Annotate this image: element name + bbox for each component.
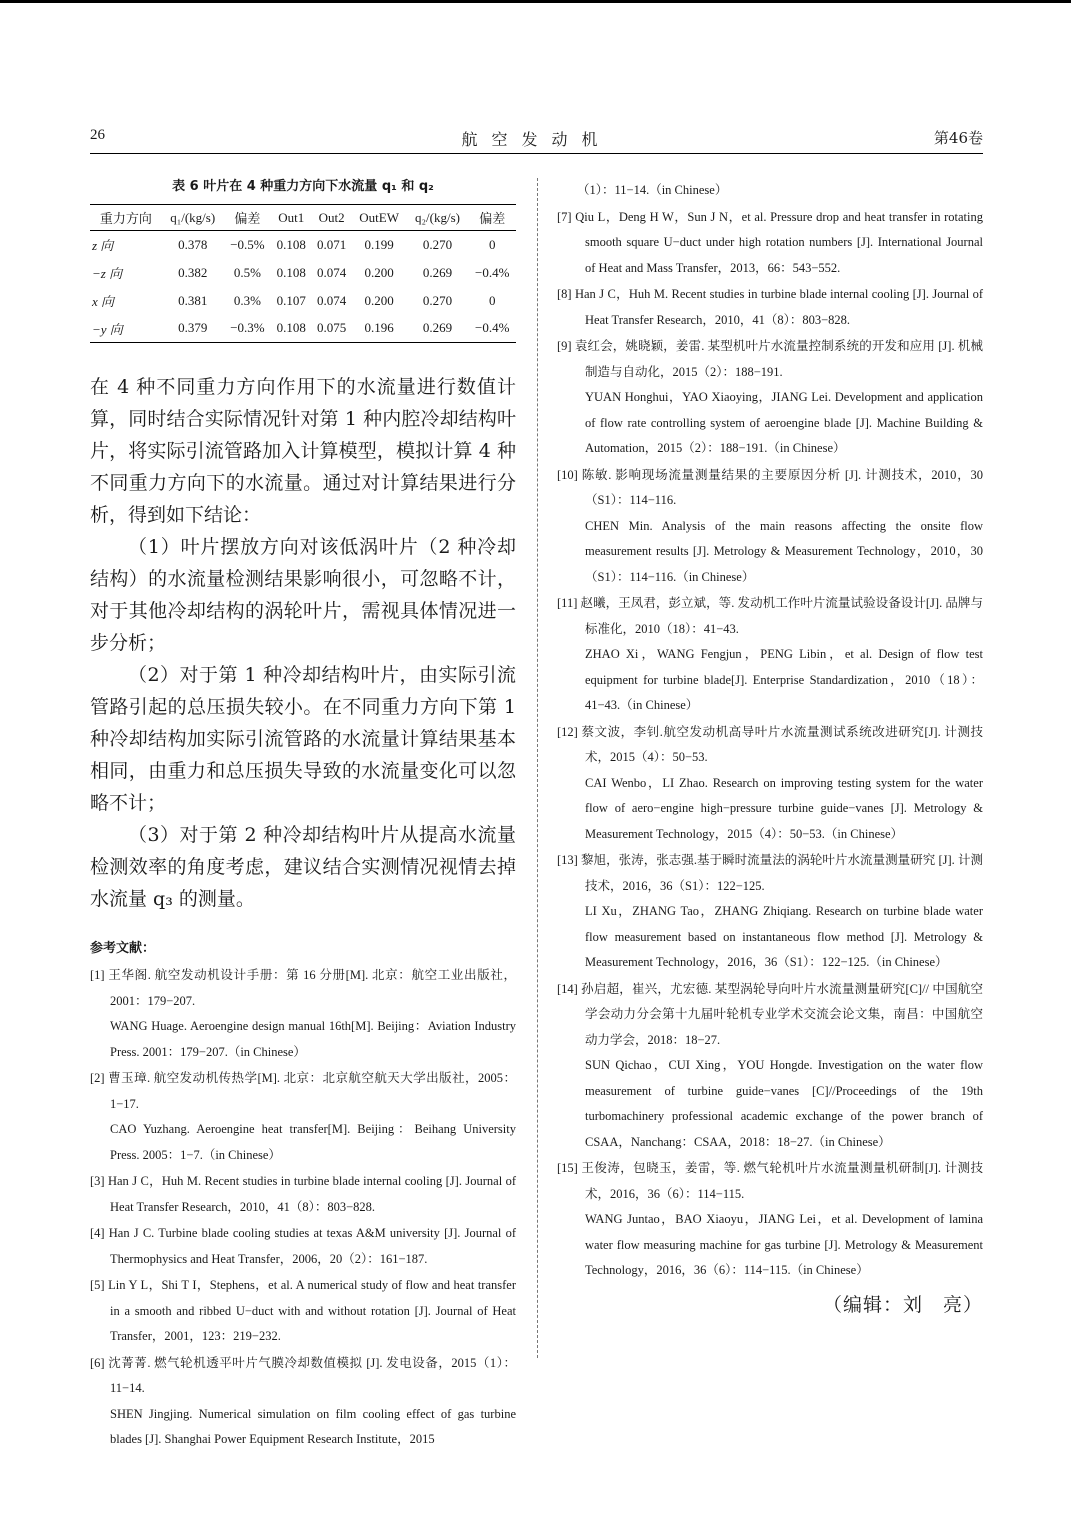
journal-title: 航空发动机 [461, 130, 612, 149]
reference-text: [11] 赵曦，王凤君，彭立斌，等. 发动机工作叶片流量试验设备设计[J]. 品牌与标准化，2010（18）：41−43. [557, 596, 983, 636]
top-rule [0, 0, 1071, 3]
table-cell: 0.378 [178, 236, 208, 252]
reference-item [90, 1273, 516, 1350]
table-cell: 0.200 [364, 292, 394, 308]
table-cell: −0.4% [475, 320, 510, 336]
reference-text: [14] 孙启超，崔兴，尤宏德. 某型涡轮导向叶片水流量测量研究[C]// 中国航空学会动力分会第十九届叶轮机专业学术交流会论文集，南昌：中国航空动力学会，2018：18−27. [557, 981, 983, 1047]
reference-text: [4] Han J C. Turbine blade cooling studies at texas A&M university [J]. Journal of Thermophysics and Heat Transfer，2006，20（2）：161−187. [90, 1226, 516, 1266]
editor-credit: （编辑：刘 亮） [822, 1293, 983, 1316]
header-rule [90, 153, 983, 154]
table-cell: 0.5% [233, 264, 261, 280]
table-header-cell: 重力方向 [99, 211, 152, 226]
table-cell: 0.382 [178, 264, 208, 280]
paragraph: （3）对于第 2 种冷却结构叶片从提高水流量检测效率的角度考虑，建议结合实测情况视情去掉水流量 q₃ 的测量。 [90, 824, 516, 910]
reference-translation: SHEN Jingjing. Numerical simulation on film cooling effect of gas turbine blades [J]. Shanghai Power Equipment Research Institute，2015 [110, 1406, 516, 1446]
conclusion-text [90, 371, 516, 915]
reference-text: [12] 蔡文波，李钊.航空发动机高导叶片水流量测试系统改进研究[J]. 计测技术，2015（4）：50−53. [557, 724, 983, 764]
table-cell: 0.270 [422, 292, 453, 308]
reference-item [557, 334, 983, 462]
table-header-cell: Out1 [278, 209, 305, 225]
reference-text: [10] 陈敏. 影响现场流量测量结果的主要原因分析 [J]. 计测技术，2010，30（S1）：114−116. [557, 467, 983, 507]
table-cell: −0.3% [230, 320, 265, 336]
table-cell: 0.074 [316, 264, 347, 280]
table-row [90, 259, 516, 287]
paragraph: 在 4 种不同重力方向作用下的水流量进行数值计算，同时结合实际情况针对第 1 种内腔冷却结构叶片，将实际引流管路加入计算模型，模拟计算 4 种不同重力方向下的水流量。通过对计算结果进行分析，得到如下结论： [90, 376, 516, 526]
reference-text: [9] 袁红会，姚晓颖，姜雷. 某型机叶片水流量控制系统的开发和应用 [J]. 机械制造与自动化，2015（2）：188−191. [557, 339, 983, 379]
table-cell: 0.381 [178, 292, 208, 308]
table-title: 表 6 叶片在 4 种重力方向下水流量 q₁ 和 q₂ [172, 179, 434, 194]
table-cell: 0.269 [422, 320, 453, 336]
table-cell: 0.269 [422, 264, 453, 280]
table-header-cell: q₂/(kg/s) [414, 209, 460, 225]
table-row [90, 287, 516, 315]
reference-text: [2] 曹玉璋. 航空发动机传热学[M]. 北京：北京航空航天大学出版社，2005：1−17. [90, 1071, 516, 1111]
paragraph: （2）对于第 1 种冷却结构叶片，由实际引流管路引起的总压损失较小。在不同重力方向下第 1 种冷却结构加实际引流管路的水流量计算结果基本相同，由重力和总压损失导致的水流量变化可以忽略不计； [90, 664, 516, 814]
reference-item [90, 1351, 516, 1453]
reference-text: [1] 王华阁. 航空发动机设计手册：第 16 分册[M]. 北京：航空工业出版社，2001：179−207. [90, 968, 516, 1008]
reference-item [557, 848, 983, 976]
reference-item [557, 720, 983, 848]
reference-item [90, 1066, 516, 1168]
table-cell: −0.4% [475, 264, 510, 280]
references-heading: 参考文献： [90, 941, 156, 956]
table-header-cell: Out2 [318, 209, 345, 225]
table-cell: 0 [488, 292, 496, 308]
table-header-cell: q₁/(kg/s) [170, 209, 216, 225]
table-cell: 0.3% [233, 292, 261, 308]
column-divider [537, 178, 538, 1358]
reference-translation: SUN Qichao，CUI Xing，YOU Hongde. Investigation on the water flow measurement of turbine guide−vanes [C]//Proceedings of the 19th turbomachinery professional academic exchange of the power branch of CSAA，Nanchang：CSAA，2018：18−27.（in Chinese） [585, 1058, 983, 1149]
reference-text: [13] 黎旭，张涛，张志强.基于瞬时流量法的涡轮叶片水流量测量研究 [J]. 计测技术，2016，36（S1）：122−125. [557, 853, 983, 893]
reference-translation: CHEN Min. Analysis of the main reasons affecting the onsite flow measurement results [J]. Metrology & Measurement Technology，2010，30（S1）：114−116.（in Chinese） [585, 518, 983, 584]
reference-translation: ZHAO Xi，WANG Fengjun，PENG Libin，et al. Design of flow test equipment for turbine blade[J]. Enterprise Standardization，2010（18）：41−43.（in Chinese） [585, 647, 983, 712]
reference-translation: WANG Juntao，BAO Xiaoyu，JIANG Lei，et al. Development of lamina water flow measuring machine for gas turbine [J]. Metrology & Measurement Technology，2016，36（6）：114−115.（in Chinese） [585, 1212, 983, 1277]
table-cell: −0.5% [230, 236, 265, 252]
table-cell: 0.108 [276, 264, 306, 280]
table-cell: z 向 [92, 238, 114, 254]
reference-item [90, 1221, 516, 1272]
reference-translation: YUAN Honghui，YAO Xiaoying，JIANG Lei. Development and application of flow rate controlling system of aeroengine blade [J]. Machine Building & Automation，2015（2）：188−191.（in Chinese） [585, 390, 983, 455]
table-header-cell: 偏差 [479, 211, 506, 226]
reference-item [557, 977, 983, 1156]
table-cell: −y 向 [92, 321, 123, 337]
table-row [90, 231, 516, 259]
reference-text: [7] Qiu L，Deng H W，Sun J N，et al. Pressure drop and heat transfer in rotating smooth square U−duct under high rotation numbers [J]. International Journal of Heat and Mass Transfer，2013，66：543−552. [557, 209, 983, 275]
reference-translation: CAO Yuzhang. Aeroengine heat transfer[M]. Beijing：Beihang University Press. 2005：1−7.（in Chinese） [110, 1122, 516, 1162]
reference-text: [6] 沈菁菁. 燃气轮机透平叶片气膜冷却数值模拟 [J]. 发电设备，2015（1）：11−14. [90, 1355, 516, 1395]
flow-table [90, 204, 516, 343]
right-column [557, 178, 983, 1317]
table-cell: 0 [488, 236, 496, 252]
reference-item [557, 1156, 983, 1284]
table-cell: x 向 [92, 294, 115, 309]
reference-item [557, 205, 983, 282]
reference-continuation [557, 178, 983, 204]
reference-translation: CAI Wenbo，LI Zhao. Research on improving testing system for the water flow of aero−engine high−pressure turbine guide−vanes [J]. Metrology & Measurement Technology，2015（4）：50−53.（in Chinese） [585, 775, 983, 841]
reference-translation: WANG Huage. Aeroengine design manual 16th[M]. Beijing：Aviation Industry Press. 2001：179−207.（in Chinese） [110, 1019, 516, 1059]
table-cell: −z 向 [92, 266, 123, 281]
volume-label: 第46卷 [933, 129, 983, 147]
reference-text: [15] 王俊涛，包晓玉，姜雷，等. 燃气轮机叶片水流量测量机研制[J]. 计测技术，2016，36（6）：114−115. [557, 1161, 983, 1201]
reference-item [557, 591, 983, 719]
reference-translation: （1）：11−14.（in Chinese） [577, 183, 728, 197]
table-cell: 0.108 [276, 236, 306, 252]
reference-text: [3] Han J C，Huh M. Recent studies in turbine blade internal cooling [J]. Journal of Heat Transfer Research，2010，41（8）：803−828. [90, 1174, 516, 1214]
table-cell: 0.108 [276, 320, 306, 336]
table-cell: 0.074 [316, 292, 347, 308]
table-cell: 0.107 [276, 292, 306, 308]
reference-item [90, 963, 516, 1065]
reference-text: [5] Lin Y L，Shi T I，Stephens，et al. A numerical study of flow and heat transfer in a smooth and ribbed U−duct with and without rotation [J]. Journal of Heat Transfer，2001，123：219−232. [90, 1278, 516, 1343]
table-header-cell: OutEW [359, 209, 399, 225]
reference-translation: LI Xu，ZHANG Tao，ZHANG Zhiqiang. Research on turbine blade water flow measurement based on instantaneous flow method [J]. Metrology & Measurement Technology，2016，36（S1）：122−125.（in Chinese） [585, 904, 983, 969]
page-number: 26 [90, 127, 105, 143]
paragraph: （1）叶片摆放方向对该低涡叶片（2 种冷却结构）的水流量检测结果影响很小，可忽略不计，对于其他冷却结构的涡轮叶片，需视具体情况进一步分析； [90, 536, 516, 654]
table-row [90, 315, 516, 343]
table-cell: 0.200 [364, 264, 394, 280]
table-cell: 0.199 [364, 236, 394, 252]
table-header-cell: 偏差 [234, 211, 261, 226]
table-cell: 0.071 [316, 236, 347, 252]
table-cell: 0.379 [178, 320, 208, 336]
reference-item [90, 1169, 516, 1220]
reference-item [557, 463, 983, 591]
running-header [90, 127, 983, 149]
reference-item [557, 282, 983, 333]
table-cell: 0.075 [316, 320, 347, 336]
table-cell: 0.270 [422, 236, 453, 252]
left-column [90, 178, 516, 1454]
reference-text: [8] Han J C，Huh M. Recent studies in turbine blade internal cooling [J]. Journal of Heat Transfer Research，2010，41（8）：803−828. [557, 287, 983, 327]
table-cell: 0.196 [364, 320, 394, 336]
table-header-row [90, 205, 516, 231]
